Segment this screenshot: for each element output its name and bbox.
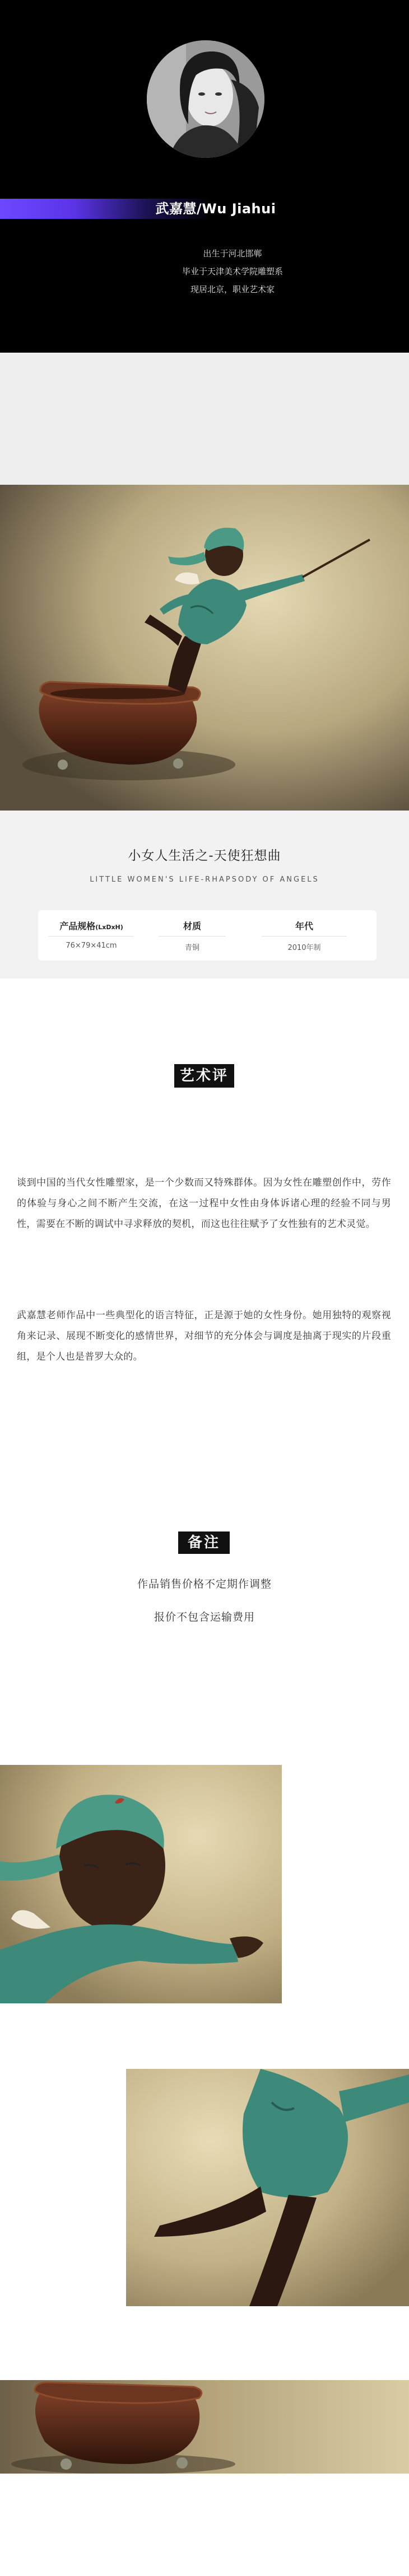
sculpture-detail-head — [0, 1765, 282, 2003]
artist-header — [0, 0, 409, 353]
spec-size-value: 76×79×41cm — [66, 942, 117, 950]
artist-portrait — [147, 40, 264, 158]
spec-year-label: 年代 — [295, 921, 313, 931]
spec-size-unit: (LxDxH) — [95, 924, 123, 931]
spec-material — [150, 910, 234, 961]
sculpture-detail-body — [126, 2069, 409, 2306]
note-price-line: 作品销售价格不定期作调整 — [137, 1578, 272, 1590]
sculpture-detail-tub — [0, 2380, 409, 2474]
bio-line-birthplace: 出生于河北邯郸 — [203, 249, 262, 259]
note-shipping-line: 报价不包含运输费用 — [154, 1611, 255, 1623]
evaluation-heading: 艺术评价 — [174, 1064, 234, 1088]
spec-size — [38, 910, 145, 961]
evaluation-paragraph: 武嘉慧老师作品中一些典型化的语言特征，正是源于她的女性身份。她用独特的观察视角来记录、展现不断变化的感情世界，对细节的充分体会与调度是抽离于现实的片段重组，是个人也是普罗大众的。 — [17, 1310, 391, 1362]
artwork-title: 小女人生活之-天使狂想曲 — [128, 849, 281, 863]
spec-material-value: 青铜 — [184, 944, 199, 952]
note-heading: 备注 — [178, 1531, 230, 1554]
sculpture-photo — [0, 485, 409, 811]
artwork-info — [0, 811, 409, 978]
artist-name: 武嘉慧/Wu Jiahui — [155, 201, 276, 217]
bio-line-residence: 现居北京，职业艺术家 — [190, 284, 275, 294]
artwork-subtitle: LITTLE WOMEN'S LIFE-RHAPSODY OF ANGELS — [90, 875, 319, 884]
section-spacer — [0, 353, 409, 485]
bio-line-education: 毕业于天津美术学院雕塑系 — [182, 266, 283, 277]
evaluation-paragraph: 谈到中国的当代女性雕塑家，是一个少数而又特殊群体。因为女性在雕塑创作中，劳作的体验与身心之间不断产生交流，在这一过程中女性由身体诉诸心理的经验不同与男性，需要在不断的调试中寻求释放的契机，而这也往往赋予了女性独有的艺术灵觉。 — [17, 1177, 391, 1230]
spec-size-label: 产品规格 — [59, 921, 96, 931]
spec-card — [38, 910, 377, 961]
spec-year-value: 2010年制 — [287, 944, 321, 952]
spec-year — [251, 910, 357, 961]
spec-material-label: 材质 — [183, 921, 201, 931]
